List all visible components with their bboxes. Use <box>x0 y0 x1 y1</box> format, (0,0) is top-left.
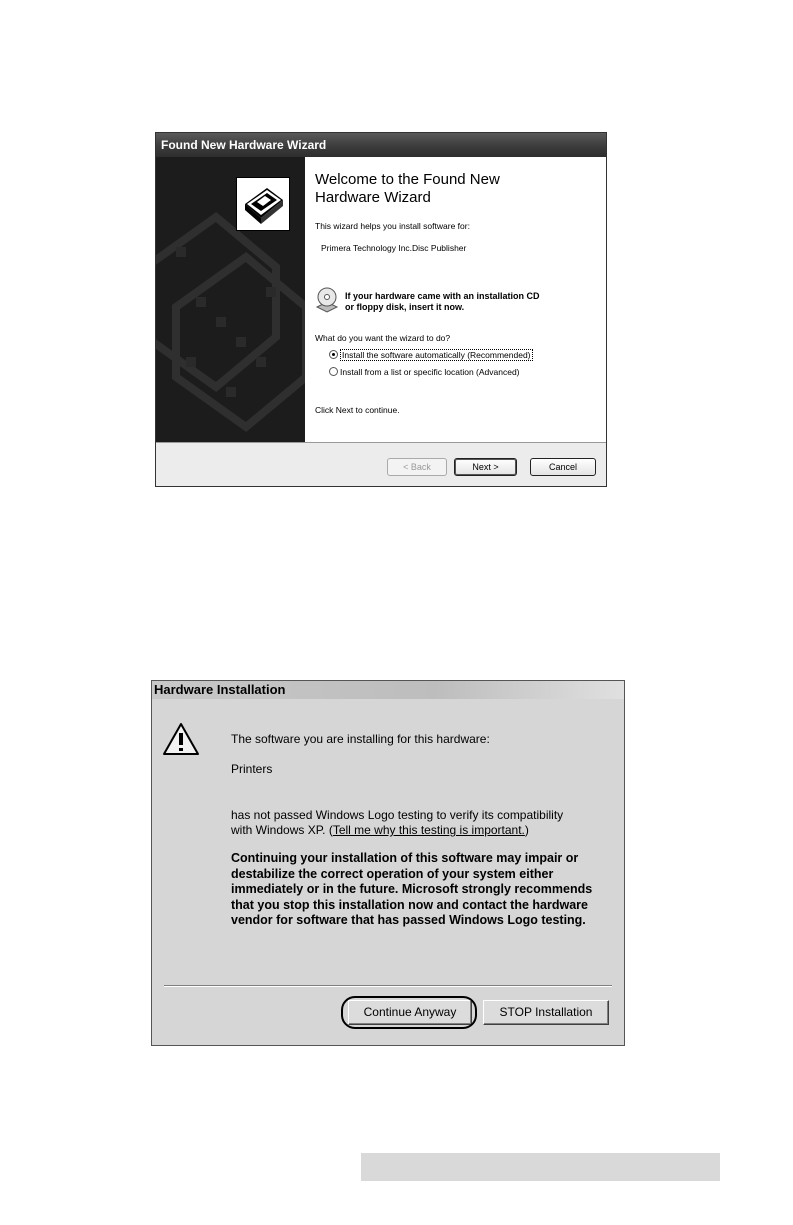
radio-button-selected[interactable] <box>329 350 338 359</box>
page-footer-bar <box>361 1153 720 1181</box>
found-new-hardware-wizard-window <box>155 132 607 487</box>
hardware-installation-dialog <box>151 680 625 1046</box>
dialog-title-bar[interactable]: Hardware Installation <box>152 681 624 699</box>
wizard-heading <box>315 171 595 207</box>
wizard-heading-line2: Hardware Wizard <box>315 189 431 206</box>
wizard-heading-line1: Welcome to the Found New <box>315 171 500 188</box>
wizard-intro-text: This wizard helps you install software for: <box>315 221 470 231</box>
dialog-intro-text: The software you are installing for this hardware: <box>231 732 490 746</box>
cd-icon <box>315 285 339 313</box>
wizard-side-banner <box>156 157 305 442</box>
warning-icon <box>162 721 200 757</box>
continue-hint: Click Next to continue. <box>315 405 400 415</box>
wizard-title-bar[interactable]: Found New Hardware Wizard <box>156 133 606 157</box>
logo-testing-suffix: ) <box>524 823 529 837</box>
logo-testing-prefix: with Windows XP. ( <box>231 823 333 837</box>
option-install-automatically[interactable] <box>329 350 533 361</box>
logo-testing-line2 <box>231 823 529 837</box>
option-label[interactable]: Install from a list or specific location (Advanced) <box>340 367 520 377</box>
next-button[interactable]: Next > <box>454 458 517 476</box>
wizard-button-bar <box>156 442 606 486</box>
continue-anyway-button[interactable]: Continue Anyway <box>348 1000 472 1025</box>
dialog-separator <box>164 985 612 987</box>
option-label[interactable]: Install the software automatically (Recommended) <box>342 350 531 360</box>
insert-cd-line1: If your hardware came with an installation CD <box>345 291 540 301</box>
hardware-wizard-icon <box>236 177 290 231</box>
highlight-circle <box>341 996 477 1029</box>
why-testing-important-link[interactable]: Tell me why this testing is important. <box>332 823 525 837</box>
insert-cd-instruction <box>345 291 605 313</box>
insert-cd-line2: or floppy disk, insert it now. <box>345 302 465 312</box>
stop-installation-button[interactable]: STOP Installation <box>483 1000 609 1025</box>
back-button[interactable]: < Back <box>387 458 447 476</box>
wizard-question: What do you want the wizard to do? <box>315 333 451 343</box>
wizard-content <box>305 157 606 442</box>
radio-button[interactable] <box>329 367 338 376</box>
cancel-button[interactable]: Cancel <box>530 458 596 476</box>
wizard-device-name: Primera Technology Inc.Disc Publisher <box>321 243 467 253</box>
logo-testing-line1: has not passed Windows Logo testing to verify its compatibility <box>231 808 564 822</box>
dialog-device-name: Printers <box>231 762 273 776</box>
option-install-from-list[interactable] <box>329 367 520 378</box>
compatibility-warning: Continuing your installation of this software may impair or destabilize the correct operation of your system either immediately or in the future. Microsoft strongly recommends that you stop this installation now and contact the hardware vendor for software that has passed Windows Logo testing. <box>231 851 593 927</box>
